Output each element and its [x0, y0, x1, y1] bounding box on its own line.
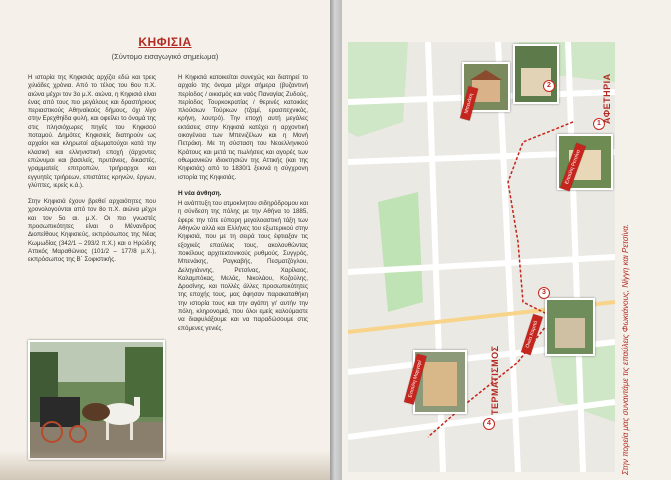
book-gutter [330, 0, 342, 480]
paragraph: Στην Κηφισιά έχουν βρεθεί αρχαιότητες που χρονολογούνται από τον 8ο π.Χ. αιώνα μέχρι και τον 5ο αι. μ.Χ. Οι πιο γνωστές προσωπικότητες είναι ο Μένανδρος Διοπείθους Κηφισιεύς, εκπρόσωπος της Νέας Κωμωδίας (342/1 – 293/2 π.Χ.) και ο Ηρώδης Αττικός Μαραθώνιος (101/2 – 177/8 μ.Χ.), εκπρόσωπος της Β΄ Σοφιστικής. [28, 198, 156, 264]
end-label: ΤΕΡΜΑΤΙΣΜΟΣ [490, 345, 500, 415]
text-column-1 [28, 74, 156, 273]
section-heading: Η νέα άνθηση. [178, 189, 222, 197]
page-subtitle: (Σύντομο εισαγωγικό σημείωμα) [111, 52, 219, 61]
paragraph: Η ιστορία της Κηφισιάς αρχίζει εδώ και τρεις χιλιάδες χρόνια. Από το τέλος του 6ου π.Χ. αιώνα μέχρι τον 3ο μ.Χ. αιώνα, η Κηφισιά είναι ένας από τους πιο μεγάλους και δραστήριους περιαστικούς Αθηναϊκούς δήμους, όχι λίγο στην Ερεχθηίδα φυλή, και οφείλει το όνομά της στις πλησιόχωρες πηγές του Κηφισού ποταμού. Δημότες Κηφισιείς διατηρούν ως αρχαίοι και κληρωτοί αξιωματούχοι κατά την κλασική και ελληνιστική εποχή (άρχοντες επώνυμοι και βασιλείς, πρυτάνεις, δικαστές, γραμματείς επιτροπών, τριήραρχοι και εγγυητές τριήρεων, επιστάτες κρηνών, έργων, γλύπτες, ιερείς κ.ά.). [28, 74, 156, 189]
text-column-2 [178, 74, 308, 341]
ribbon-label: Μπενάκη [460, 87, 478, 121]
start-label: ΑΦΕΤΗΡΙΑ [602, 73, 612, 124]
route-point: 3 [538, 287, 550, 299]
left-page [0, 0, 330, 480]
ribbon-label: Οικία Καμπά [521, 314, 543, 355]
ribbon-label: Επαύλη Ρετσίνα [560, 143, 586, 192]
ribbon-label: Επαύλη Μαργαρί [404, 353, 427, 404]
route-point: 2 [543, 80, 555, 92]
mansion-photo [545, 298, 595, 356]
page-ornament [0, 450, 330, 480]
route-caption: Στην πορεία μας συναντάμε τις επαύλεις Φωκιάνους, Νίγγη και Ρετσίνα. [621, 223, 630, 475]
paragraph: Η ανάπτυξη του ατμοκίνητου σιδηρόδρομου και η σύνδεση της πόλης με την Αθήνα το 1885, έφερε την τότε εύπορη μεγαλοαστική τάξη των Αθηνών αλλά και Ελλήνες του εξωτερικού στην Κηφισιά, που με τη σειρά τους έφτιαξαν τις εξοχικές επαύλεις τους, ακολουθώντας ποικίλους αρχιτεκτονικούς ρυθμούς. Συγγρός, Μπενάκης, Ραγκαβής, Πεσματζόγλου, Δεληγιάννης, Ρετσίνας, Χαρίλαος, Καλαμπόκας, Μελάς, Νικολάου, Κοζούλης, Δροσίνης, και πολλές άλλες προσωπικότητες της εποχής τους, μας άφησαν παρακαταθήκη την ιστορία τους και την αγάπη γι' αυτήν την πόλη, κληρονομιά, που όλοι εμείς καλούμαστε να διαφυλάξουμε και να παραδώσουμε στις επόμενες γενιές. [178, 200, 308, 332]
mansion-photo [513, 44, 559, 104]
route-point: 1 [593, 118, 605, 130]
route-point: 4 [483, 418, 495, 430]
paragraph: Η Κηφισιά κατοικείται συνεχώς και διατηρεί το αρχαίο της όνομα μέχρι σήμερα (βυζαντινή περίοδος / οικισμός και ναός Παναγίας Ζυδούς, περίοδος Τουρκοκρατίας / θερινές κατοικίες πλούσιων Τούρκων (τζαμί, ερασιτεχνικός, κρήνη, λουτρό). Την εποχή αυτή μεγάλες εκτάσεις στην Κηφισιά κατέχει η αρχοντική οικογένεια των Μπενιζέλων και η Μονή Πετράκη. Με τη σύσταση του Νεοελληνικού Κράτους και μετά τις πωλήσεις και αγορές των οθωμανικών ιδιοκτησιών της Αττικής (και της Κηφισιάς) από το 1830/1 ξεκινά η σύγχρονη ιστορία της Κηφισιάς. [178, 74, 308, 181]
carriage-photo [28, 340, 165, 460]
page-title: ΚΗΦΙΣΙΑ [138, 35, 192, 49]
